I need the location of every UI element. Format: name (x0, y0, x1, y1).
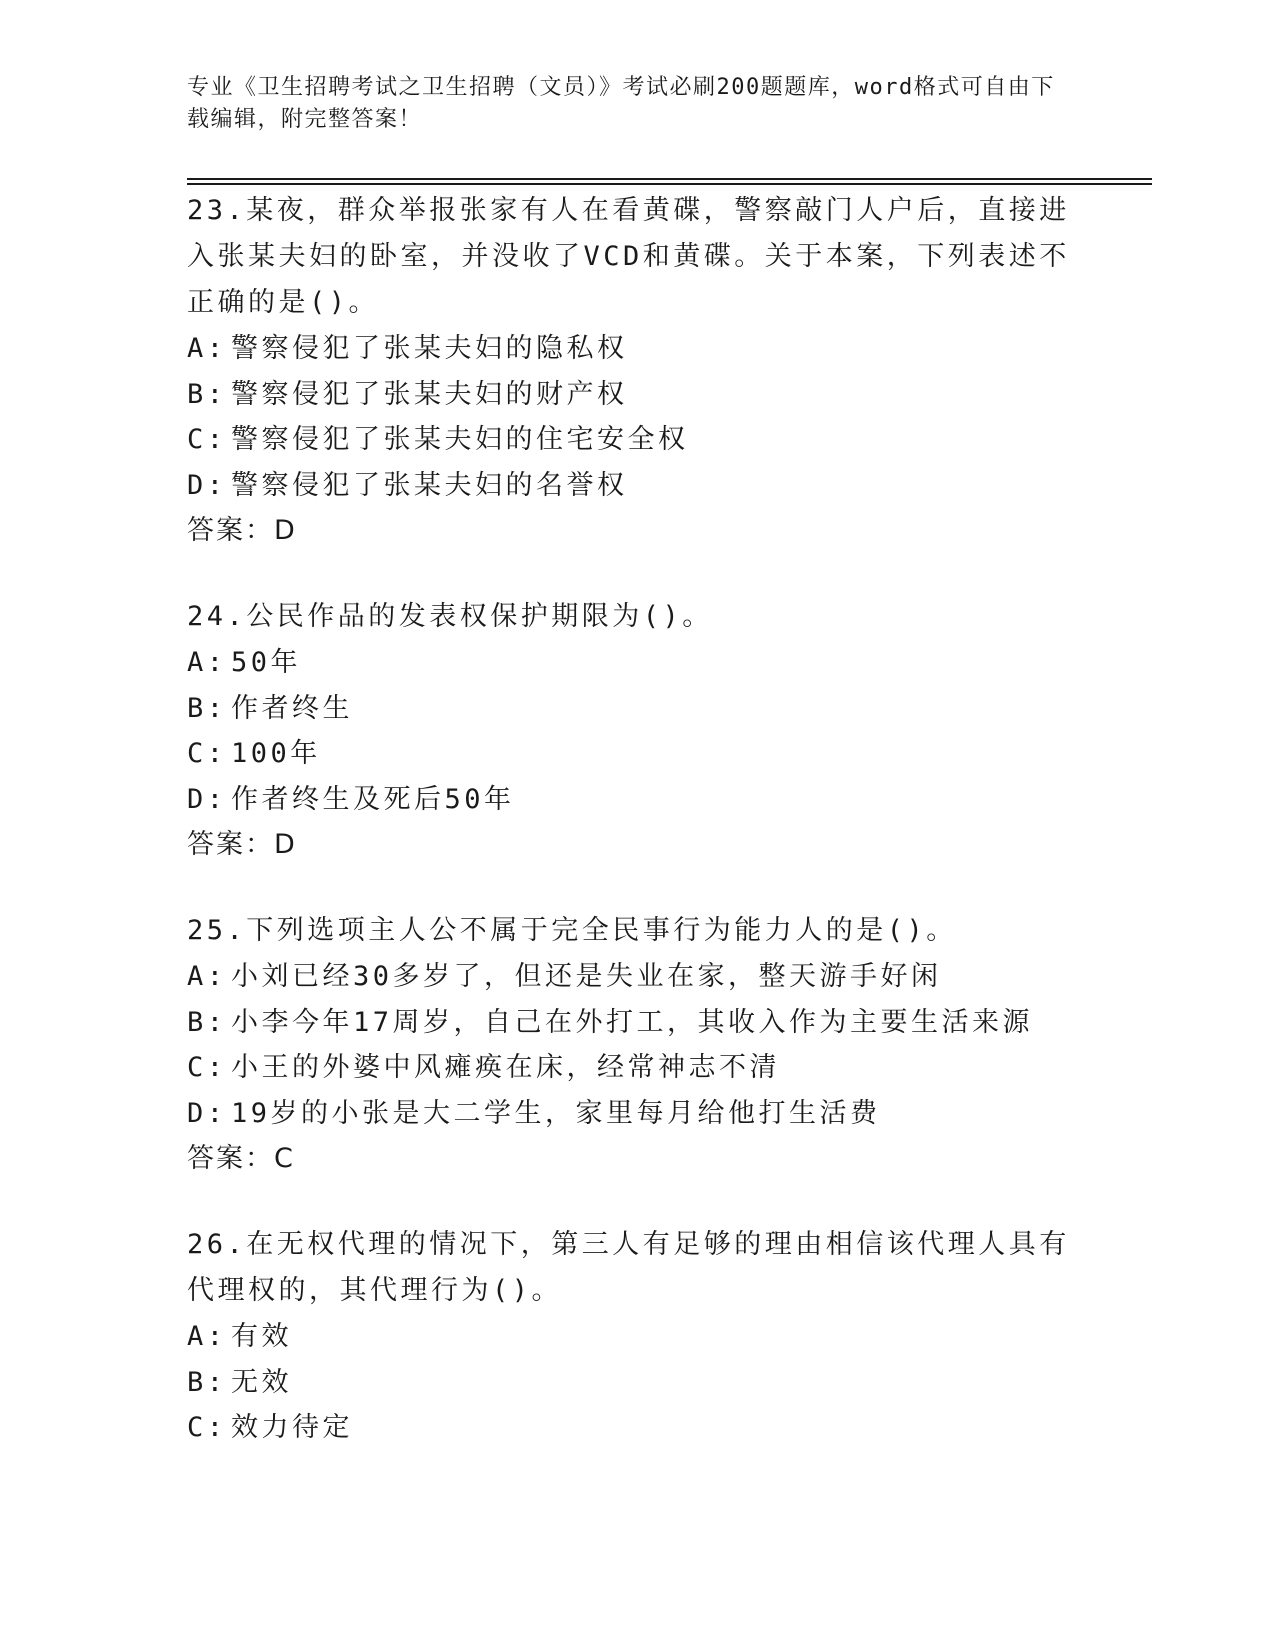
option-text: 小李今年17周岁，自己在外打工，其收入作为主要生活来源 (231, 1006, 1034, 1038)
question-text: 23.某夜，群众举报张家有人在看黄碟，警察敲门人户后，直接进入张某夫妇的卧室，并没收了VCD和黄碟。关于本案，下列表述不正确的是()。 (187, 195, 1070, 318)
option-c (187, 1045, 1087, 1091)
option-text: 警察侵犯了张某夫妇的财产权 (231, 378, 628, 410)
option-c (187, 731, 1087, 777)
option-text: 作者终生及死后50年 (231, 783, 515, 815)
option-c (187, 417, 1087, 463)
question-text: 26.在无权代理的情况下，第三人有足够的理由相信该代理人具有代理权的，其代理行为()。 (187, 1229, 1070, 1306)
option-d (187, 463, 1087, 509)
option-a (187, 640, 1087, 686)
option-text: 小刘已经30多岁了，但还是失业在家，整天游手好闲 (231, 961, 942, 992)
header-divider-bottom (187, 183, 1152, 185)
question-23 (187, 188, 1087, 554)
question-24 (187, 594, 1087, 868)
option-d (187, 777, 1087, 823)
option-text: 50年 (231, 647, 302, 678)
option-text: 警察侵犯了张某夫妇的隐私权 (231, 333, 628, 364)
option-text: 作者终生 (231, 692, 353, 724)
option-letter: C: (187, 1052, 227, 1083)
option-text: 19岁的小张是大二学生，家里每月给他打生活费 (231, 1097, 881, 1129)
option-letter: B: (187, 1006, 227, 1038)
option-letter: D: (187, 469, 227, 501)
option-letter: A: (187, 647, 227, 678)
option-letter: C: (187, 1412, 227, 1443)
answer-text: 答案：D (187, 515, 297, 546)
option-text: 有效 (231, 1321, 292, 1352)
option-letter: C: (187, 424, 227, 455)
question-25 (187, 908, 1087, 1182)
answer-text: 答案：C (187, 1143, 295, 1174)
option-letter: A: (187, 961, 227, 992)
option-text: 小王的外婆中风瘫痪在床，经常神志不清 (231, 1052, 780, 1083)
option-a (187, 326, 1087, 372)
option-text: 100年 (231, 738, 321, 769)
option-b (187, 372, 1087, 418)
question-text: 25.下列选项主人公不属于完全民事行为能力人的是()。 (187, 915, 957, 946)
option-b (187, 1000, 1087, 1046)
option-letter: D: (187, 783, 227, 815)
question-list (187, 188, 1087, 1491)
option-text: 警察侵犯了张某夫妇的名誉权 (231, 469, 628, 501)
document-header: 专业《卫生招聘考试之卫生招聘（文员）》考试必刷200题题库，word格式可自由下载编辑，附完整答案！ (187, 75, 1055, 132)
option-text: 警察侵犯了张某夫妇的住宅安全权 (231, 424, 689, 455)
question-text: 24.公民作品的发表权保护期限为()。 (187, 601, 713, 632)
option-c (187, 1405, 1087, 1451)
option-text: 效力待定 (231, 1412, 353, 1443)
option-a (187, 954, 1087, 1000)
answer-text: 答案：D (187, 829, 297, 860)
option-d (187, 1091, 1087, 1137)
option-a (187, 1314, 1087, 1360)
option-letter: A: (187, 1321, 227, 1352)
question-26 (187, 1222, 1087, 1451)
option-letter: B: (187, 692, 227, 724)
option-letter: A: (187, 333, 227, 364)
header-divider-top (187, 178, 1152, 180)
option-text: 无效 (231, 1366, 292, 1398)
option-letter: B: (187, 1366, 227, 1398)
option-letter: B: (187, 378, 227, 410)
option-letter: D: (187, 1097, 227, 1129)
option-b (187, 1360, 1087, 1406)
option-letter: C: (187, 738, 227, 769)
option-b (187, 686, 1087, 732)
